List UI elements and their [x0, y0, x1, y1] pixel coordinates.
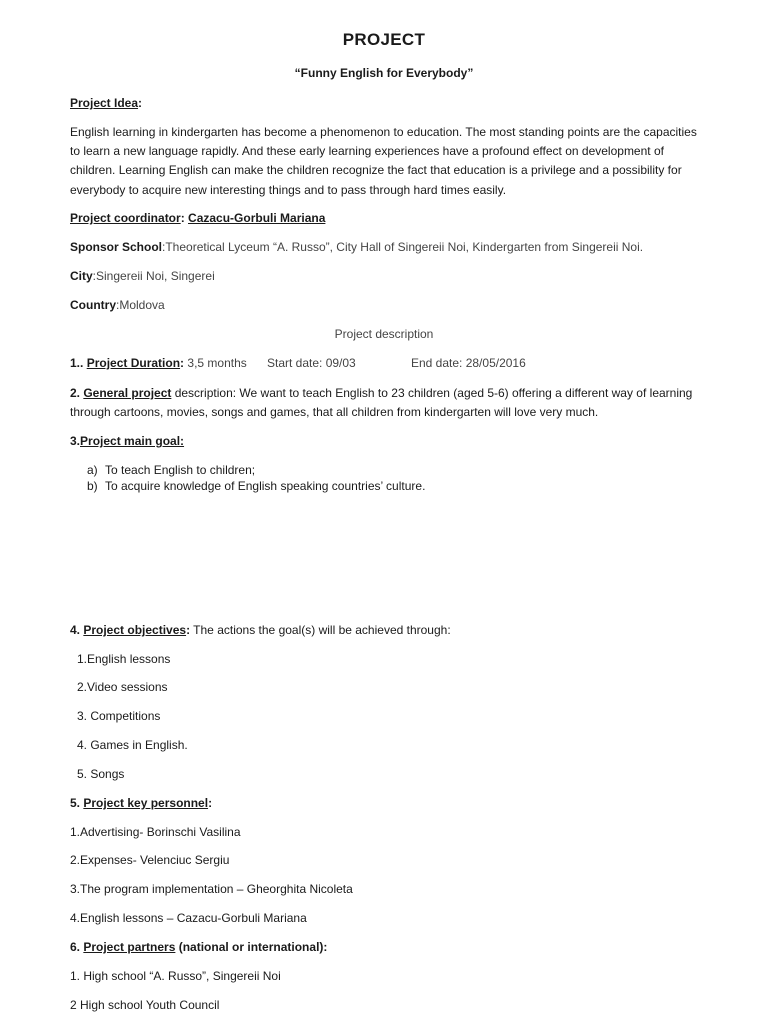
duration-line	[70, 354, 247, 373]
partners-suffix: (national or international):	[175, 940, 328, 954]
coordinator-line	[70, 209, 325, 228]
country-value: :Moldova	[116, 298, 165, 312]
end-date: End date: 28/05/2016	[411, 356, 526, 370]
list-marker: a)	[87, 463, 98, 477]
coordinator-value: Cazacu-Gorbuli Mariana	[188, 211, 326, 225]
general-project-label: General project	[83, 386, 172, 400]
sponsor-line	[70, 238, 643, 257]
project-idea-text: English learning in kindergarten has become a phenomenon to education. The most standing points are the capacities to learn a new language rapidly. And these early learning experiences have a profound effect on development of children. Learning English can make the children recognize the fact that education is a privilege and a possibility for everybody to acquire new interesting things and to pass through hard times easily.	[70, 125, 697, 197]
main-goal-item	[87, 477, 425, 496]
duration-colon: :	[180, 356, 188, 370]
project-description-heading: Project description	[334, 327, 434, 341]
city-value: :Singereii Noi, Singerei	[92, 269, 215, 283]
partners-label: Project partners	[83, 940, 176, 954]
objectives-label: Project objectives	[83, 623, 187, 637]
main-goal-heading	[70, 432, 184, 451]
coordinator-label: Project coordinator	[70, 211, 181, 225]
objectives-line	[70, 621, 451, 640]
country-label: Country	[70, 298, 116, 312]
objective-item: 4. Games in English.	[77, 738, 188, 752]
objectives-text: The actions the goal(s) will be achieved through:	[190, 623, 451, 637]
objective-item: 5. Songs	[77, 767, 125, 781]
duration-label: Project Duration	[86, 356, 181, 370]
project-idea-heading	[70, 94, 142, 113]
objective-item: 1.English lessons	[77, 652, 171, 666]
project-idea-label: Project Idea	[70, 96, 139, 110]
sponsor-value: :Theoretical Lyceum “A. Russo”, City Hall of Singereii Noi, Kindergarten from Singereii Noi.	[162, 240, 644, 254]
list-item-text: To acquire knowledge of English speaking countries’ culture.	[105, 479, 426, 493]
partner-item: 1. High school “A. Russo”, Singereii Noi	[70, 969, 281, 983]
duration-number: 1..	[70, 356, 87, 370]
personnel-item: 1.Advertising- Borinschi Vasilina	[70, 825, 241, 839]
partner-item: 2 High school Youth Council	[70, 998, 220, 1012]
main-goal-number: 3.	[70, 434, 81, 448]
personnel-item: 4.English lessons – Cazacu-Gorbuli Mariana	[70, 911, 307, 925]
personnel-colon: :	[208, 796, 213, 810]
project-idea-colon: :	[138, 96, 143, 110]
list-marker: b)	[87, 479, 98, 493]
main-goal-label: Project main goal:	[80, 434, 185, 448]
city-line	[70, 267, 215, 286]
objective-item: 2.Video sessions	[77, 680, 168, 694]
start-date: Start date: 09/03	[267, 356, 356, 370]
partners-heading	[70, 938, 327, 957]
sponsor-label: Sponsor School	[70, 240, 163, 254]
coordinator-colon: :	[180, 211, 189, 225]
objectives-colon: :	[186, 623, 191, 637]
city-label: City	[70, 269, 93, 283]
personnel-heading	[70, 794, 212, 813]
general-project-number: 2.	[70, 386, 84, 400]
country-line	[70, 296, 165, 315]
objectives-number: 4.	[70, 623, 84, 637]
general-project-paragraph	[70, 384, 700, 422]
personnel-number: 5.	[70, 796, 84, 810]
personnel-item: 3.The program implementation – Gheorghita Nicoleta	[70, 882, 353, 896]
duration-value: 3,5 months	[187, 356, 247, 370]
document-title: PROJECT	[342, 30, 426, 49]
objective-item: 3. Competitions	[77, 709, 161, 723]
document-subtitle: “Funny English for Everybody”	[294, 66, 474, 80]
partners-number: 6.	[70, 940, 84, 954]
personnel-label: Project key personnel	[83, 796, 209, 810]
general-project-text: description: We want to teach English to 23 children (aged 5-6) offering a different way of learning through cartoons, movies, songs and games, that all children from kindergarten will love very much.	[70, 386, 693, 420]
personnel-item: 2.Expenses- Velenciuc Sergiu	[70, 853, 230, 867]
list-item-text: To teach English to children;	[105, 463, 256, 477]
